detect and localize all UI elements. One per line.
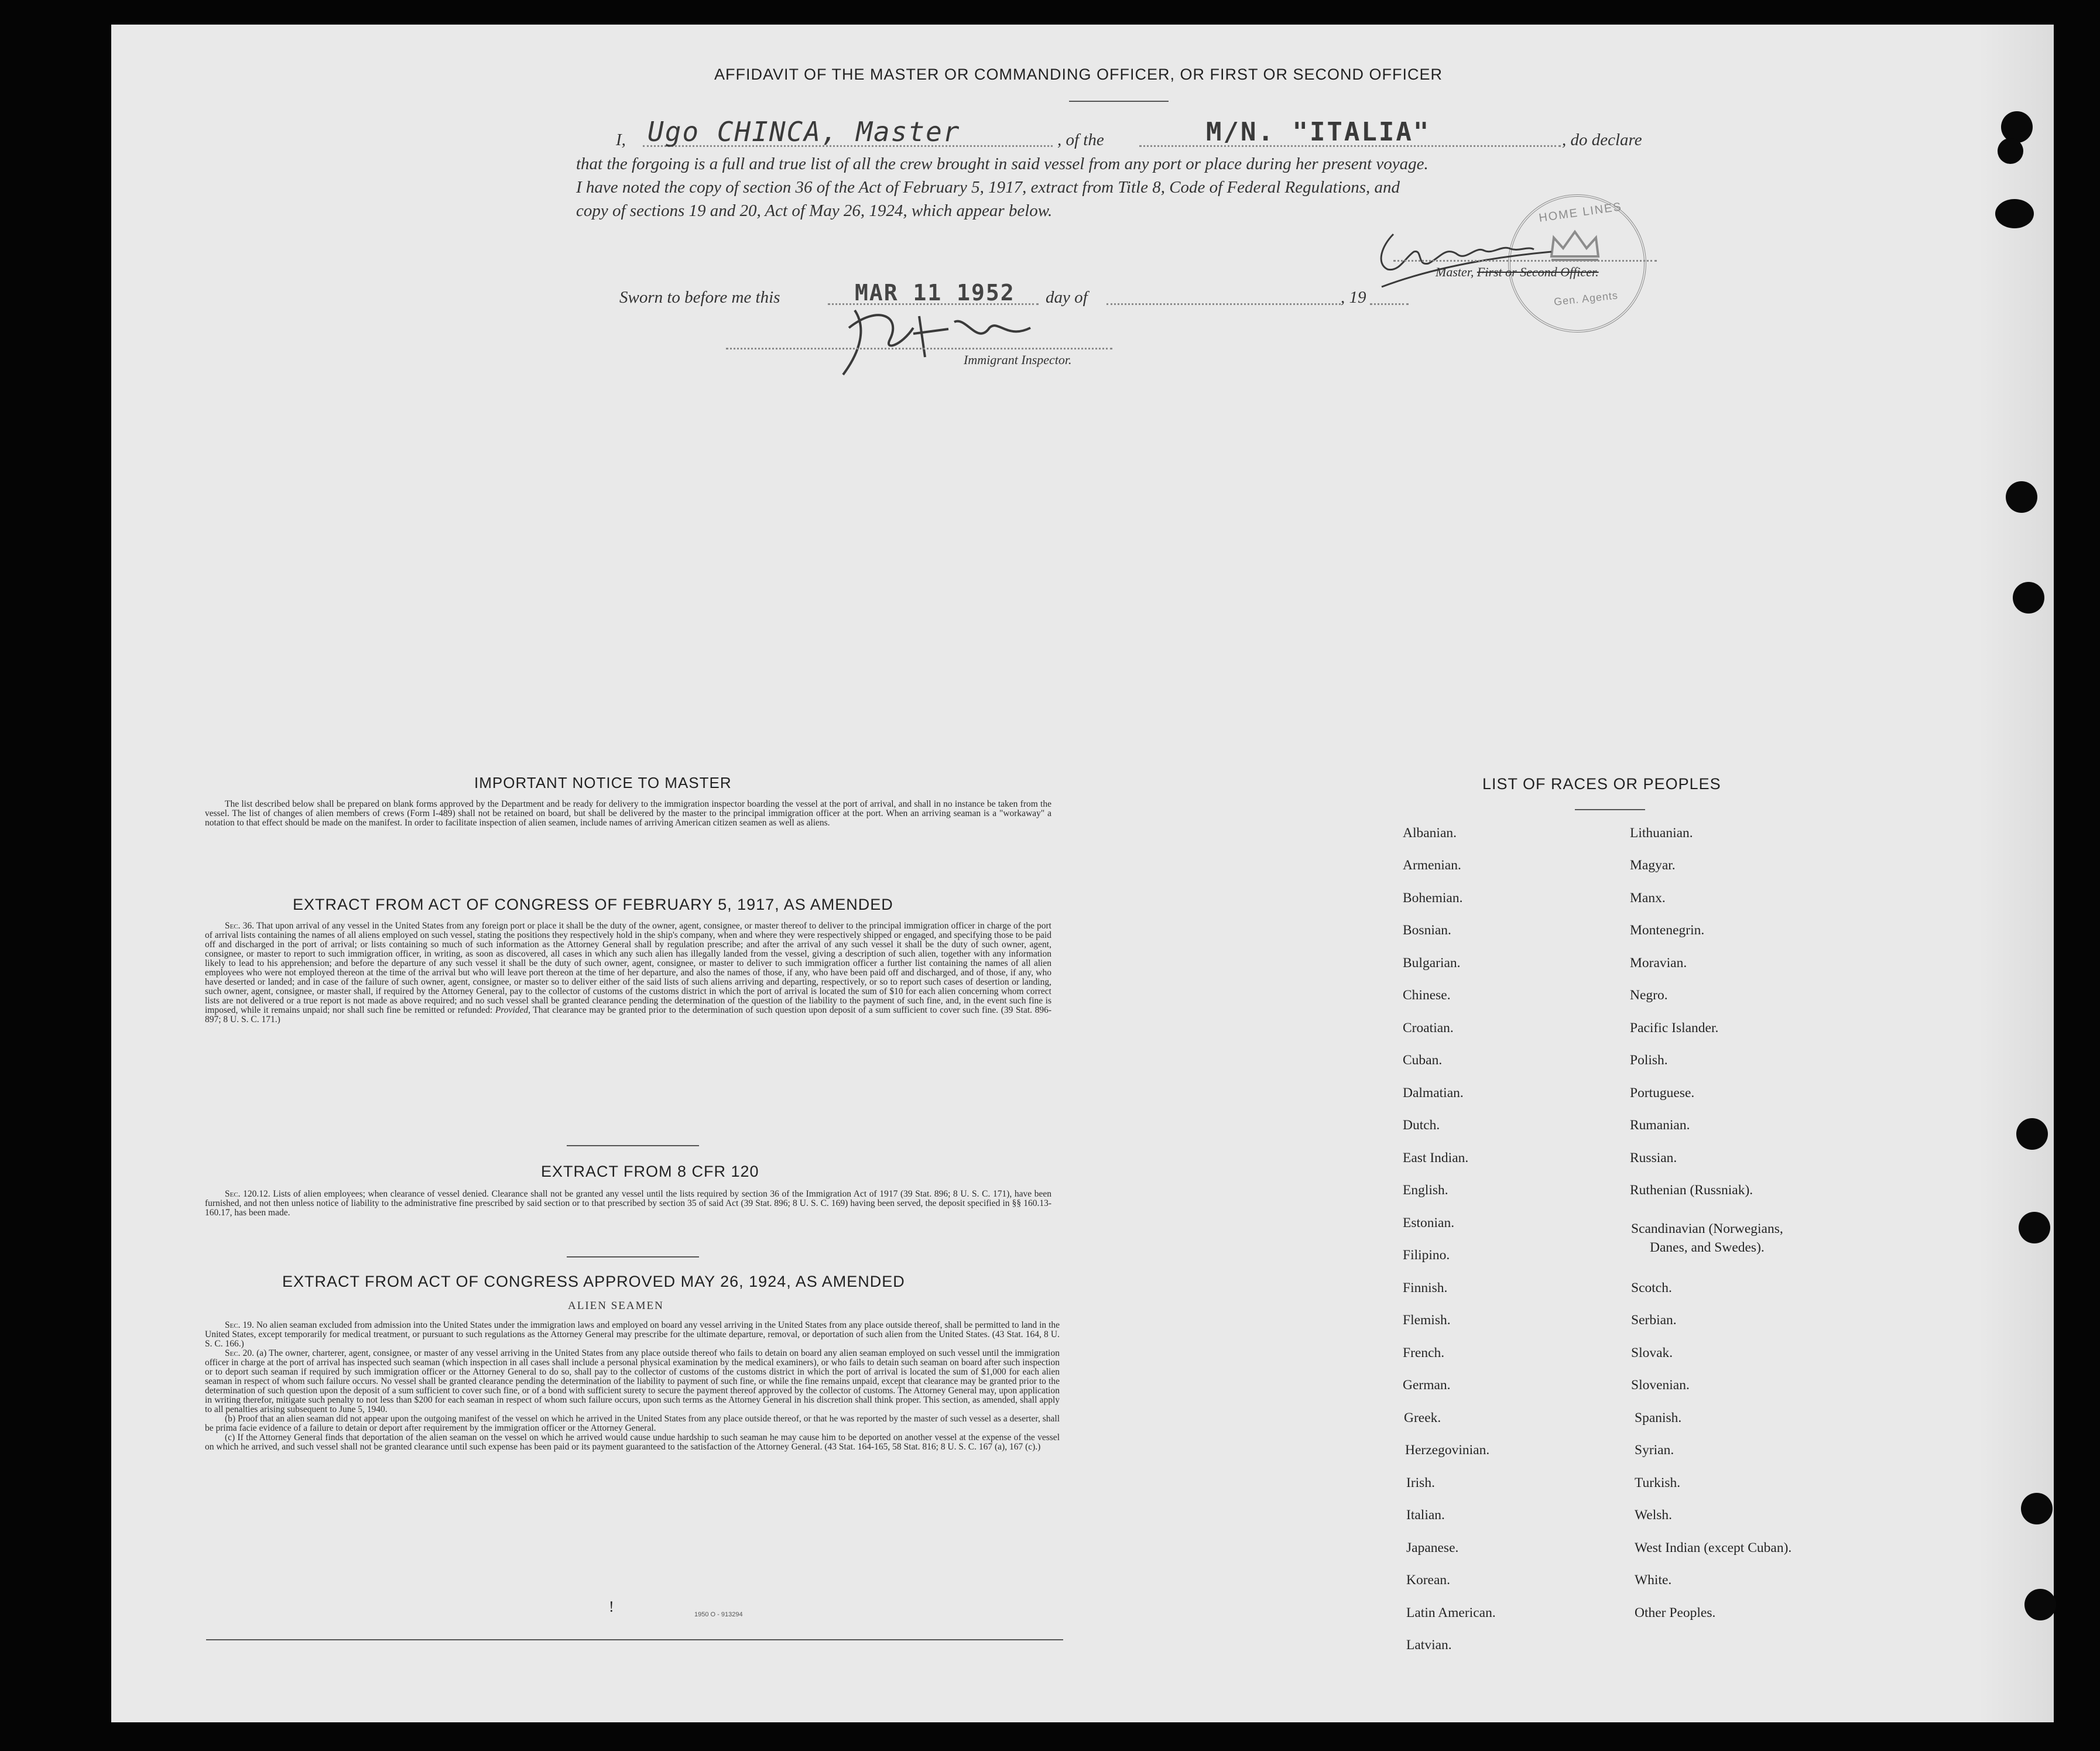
race-item: Scotch. [1631,1280,1672,1296]
proviso-text: Provided, [495,1005,530,1015]
punch-hole [2013,582,2044,614]
sworn-date-stamp: MAR 11 1952 [855,280,1015,306]
master-name-handwritten: Ugo CHINCA, Master [648,116,961,148]
race-item: Portuguese. [1630,1085,1695,1101]
notice-body [205,800,1051,828]
sec-36-text: That upon arrival of any vessel in the United States from any foreign port or place it shall be the duty of the owner, agent, consignee, or master thereof to deliver to the principal immigration officer in charge of the port of arrival lists containing the names of all aliens employed on such vessel, stating the positions they respectively hold in the ship's company, when and where they were respectively shipped or engaged, and specifying those to be paid off and discharged in the port of arrival; or lists containing so much of such information as the Attorney General shall by regulation prescribe; and after the arrival of any such vessel it shall be the duty of such owner, agent, consignee, or master to report to such immigration officer, in writing, as soon as discovered, all cases in which any such alien has illegally landed from the vessel, giving a description of such alien, together with any information likely to lead to his apprehension; and before the departure of any such vessel it shall be the duty of such owner, agent, consignee, or master to deliver to such immigration officer a further list containing the names of all alien employees who were not employed thereon at the time of the arrival but who will leave port thereon at the time of her departure, and also the names of those, if any, who have been paid off and discharged, and of those, if any, who have deserted or landed; and in case of the failure of such owner, agent, consignee, or master so to deliver either of the said lists of such aliens arriving and departing, respectively, or so to report such cases of desertion or landing, such owner, agent, consignee, or master shall, if required by the Attorney General, pay to the collector of customs of the customs district in which the port of arrival is located the sum of $10 for each alien concerning whom correct lists are not delivered or a true report is not made as above required; and no such vessel shall be granted clearance pending the determination of the question of the liability to the payment of such fine, and, in the event such fine is imposed, while it remains unpaid; nor shall such fine be remitted or refunded: [205,921,1051,1015]
title-divider [1069,101,1169,102]
punch-hole [2016,1118,2048,1150]
declaration-line-2: that the forgoing is a full and true list of all the crew brought in said vessel from any port or place during her present voyage. [576,155,1428,173]
inspector-signature-line [726,348,1112,349]
sec-20a-text: (a) The owner, charterer, agent, consignee, or master of any vessel arriving in the United States from any place outside thereof who fails to detain on board any alien seaman employed on such vessel until the immigration officer in charge at the port of arrival has inspected such seaman (which inspection in all cases shall include a personal physical examination by the medical examiners), or who fails to detain such seaman on board after such inspection or to deport such seaman if required by such immigration officer or the Attorney General to do so, shall pay to the collector of customs of the customs district in which the port of arrival is located the sum of $1,000 for each alien seaman in respect of whom such failure occurs. No vessel shall be granted clearance pending the determination of the liability to payment of such fine, or while the fine remains unpaid, except that clearance may be granted prior to the determination of such question upon the deposit of a sum sufficient to cover such fine, or of a bond with sufficient surety to secure the payment thereof approved by the collector of customs. The Attorney General may, upon application in writing therefor, mitigate such penalty to not less than $200 for each seaman in respect of whom such failure occurs, upon such terms as the Attorney General in his discretion shall think proper. This section, as amended, shall apply to all penalties arising subsequent to June 5, 1940. [205,1348,1060,1414]
race-item: Manx. [1630,890,1666,906]
sec-36-label: Sec. 36. [225,921,255,931]
race-item: Magyar. [1630,858,1676,873]
extract-1924-body [205,1321,1060,1452]
races-title: LIST OF RACES OR PEOPLES [1482,775,1721,793]
master-signature [1358,222,1557,301]
punch-hole [2006,481,2037,513]
race-item: Italian. [1406,1507,1445,1523]
sec-20b-text: (b) Proof that an alien seaman did not appear upon the outgoing manifest of the vessel on which he arrived in the United States from any place outside thereof, or that he was reported by the master of such vessel as a deserter, shall be prima facie evidence of a failure to detain or deport after requirement by the immigration officer or the Attorney General. [205,1414,1060,1433]
sworn-prefix: Sworn to before me this [619,288,780,307]
inspector-signature [831,293,1042,383]
race-item: Finnish. [1403,1280,1448,1296]
sworn-day-of: day of [1046,288,1088,307]
race-item: Spanish. [1635,1410,1682,1426]
alien-seamen-subtitle: ALIEN SEAMEN [568,1300,664,1312]
race-item: Albanian. [1403,825,1457,841]
race-item: Dalmatian. [1403,1085,1464,1101]
race-item: Polish. [1630,1053,1668,1068]
race-item: Turkish. [1635,1475,1681,1490]
race-item: Greek. [1404,1410,1441,1426]
race-item: Ruthenian (Russniak). [1630,1183,1753,1198]
bottom-rule [206,1639,1063,1640]
divider-cfr [567,1256,699,1257]
extract-cfr-body [205,1190,1051,1218]
extract-cfr-title: EXTRACT FROM 8 CFR 120 [541,1163,759,1180]
master-caption [1436,265,1599,280]
footer-mark: ! [609,1598,614,1615]
sec-120-label: Sec. 120.12. [225,1189,270,1199]
sworn-year-line [1370,303,1409,305]
race-item: Latin American. [1406,1605,1496,1620]
races-divider [1575,809,1645,810]
race-item: Welsh. [1635,1507,1673,1523]
punch-hole [1995,199,2034,228]
declaration-line-3: I have noted the copy of section 36 of the Act of February 5, 1917, extract from Title 8, Code of Federal Regulations, and [576,178,1400,197]
extract-1924-title: EXTRACT FROM ACT OF CONGRESS APPROVED MAY 26, 1924, AS AMENDED [282,1273,905,1290]
sec-20c-text: (c) If the Attorney General finds that deportation of the alien seaman on the vessel on which he arrived would cause undue hardship to such seaman he may cause him to be deported on another vessel at the expense of the vessel on which he arrived, and such vessel shall not be granted clearance until such expense has been paid or its payment guaranteed to the satisfaction of the Attorney General. (43 Stat. 164-165, 58 Stat. 816; 8 U. S. C. 167 (a), 167 (c).) [205,1433,1060,1452]
race-item: Syrian. [1635,1442,1674,1458]
affidavit-title: AFFIDAVIT OF THE MASTER OR COMMANDING OFFICER, OR FIRST OR SECOND OFFICER [714,66,1443,83]
stamp-bottom-text: Gen. Agents [1553,289,1619,308]
sec-19-text: No alien seaman excluded from admission into the United States under the immigration laws and employed on board any vessel arriving in the United States from any place outside thereof, shall be permitted to land in the United States, except temporarily for medical treatment, or pursuant to such regulations as the Attorney General may prescribe for the ultimate departure, removal, or deportation of such alien from the United States. (43 Stat. 164, 8 U. S. C. 166.) [205,1320,1060,1349]
race-item: Danes, and Swedes). [1650,1240,1765,1255]
master-signature-line [1393,260,1657,262]
race-item: Montenegrin. [1630,923,1705,938]
race-item: Dutch. [1403,1118,1440,1133]
sec-120-text: Lists of alien employees; when clearance of vessel denied. Clearance shall not be granted any vessel until the lists required by section 36 of the Immigration Act of 1917 (39 Stat. 896; 8 U. S. C. 171), have been furnished, and not then unless notice of liability to the administrative fine prescribed by said section or to that prescribed by section 35 of said Act (39 Stat. 896; 8 U. S. C. 169) having been served, the deposit specified in §§ 160.13-160.17, has been made. [205,1189,1051,1218]
sec-19-label: Sec. 19. [225,1320,254,1330]
race-item: East Indian. [1403,1150,1469,1166]
document-page [111,25,2054,1722]
affidavit-i: I, [616,131,626,149]
race-item: West Indian (except Cuban). [1635,1540,1792,1555]
race-item: Croatian. [1403,1020,1454,1036]
master-caption-label: Master, [1436,265,1474,279]
punch-hole [2024,1589,2056,1620]
race-item: Rumanian. [1630,1118,1690,1133]
sec-36-tail: That clearance may be granted prior to the determination of such question upon deposit of a sum sufficient to cover such fine. (39 Stat. 896-897; 8 U. S. C. 171.) [205,1005,1052,1024]
race-item: Chinese. [1403,988,1451,1003]
race-item: Flemish. [1403,1313,1451,1328]
race-item: English. [1403,1183,1448,1198]
race-item: Latvian. [1406,1637,1452,1653]
race-item: Slovenian. [1631,1378,1690,1393]
race-item: White. [1635,1572,1672,1588]
race-item: Filipino. [1403,1248,1450,1263]
race-item: Bohemian. [1403,890,1463,906]
race-item: Herzegovinian. [1405,1442,1490,1458]
race-item: Serbian. [1631,1313,1677,1328]
race-item: Cuban. [1403,1053,1443,1068]
punch-hole [1998,138,2023,164]
race-item: Moravian. [1630,955,1687,971]
notice-paragraph: The list described below shall be prepared on blank forms approved by the Department and be ready for delivery to the immigration inspector boarding the vessel at the port of arrival, and shall in no instance be taken from the vessel. The list of changes of alien members of crews (Form I-489) shall not be retained on board, but shall be delivered by the master to the principal immigration officer at the port. When an arriving seaman is a "workaway" a notation to that effect should be made on the manifest. In order to facilitate inspection of alien seamen, include names of arriving American citizen seamen as well as aliens. [205,799,1051,828]
of-the-label: , of the [1057,131,1104,149]
punch-hole [2001,111,2033,143]
vessel-name-handwritten: M/N. "ITALIA" [1206,117,1431,147]
extract-1917-title: EXTRACT FROM ACT OF CONGRESS OF FEBRUARY 5, 1917, AS AMENDED [293,896,893,913]
race-item: Scandinavian (Norwegians, [1631,1221,1783,1236]
race-item: Other Peoples. [1635,1605,1716,1620]
declaration-line-4: copy of sections 19 and 20, Act of May 26, 1924, which appear below. [576,201,1053,220]
divider-1917 [567,1145,699,1146]
print-code: 1950 O - 913294 [694,1611,743,1618]
punch-hole [2019,1212,2050,1243]
race-item: German. [1403,1378,1451,1393]
race-item: French. [1403,1345,1445,1361]
race-item: Pacific Islander. [1630,1020,1719,1036]
do-declare-label: , do declare [1562,131,1642,149]
race-item: Korean. [1406,1572,1451,1588]
race-item: Slovak. [1631,1345,1673,1361]
race-item: Japanese. [1406,1540,1459,1555]
sworn-year: , 19 [1341,288,1366,307]
race-item: Lithuanian. [1630,825,1693,841]
race-item: Bosnian. [1403,923,1451,938]
race-item: Irish. [1406,1475,1435,1490]
extract-1917-body [205,921,1051,1024]
sec-20-label: Sec. 20. [225,1348,255,1358]
master-caption-struck: First or Second Officer. [1476,265,1599,279]
punch-hole [2021,1493,2053,1524]
race-item: Bulgarian. [1403,955,1461,971]
notice-title: IMPORTANT NOTICE TO MASTER [474,774,732,791]
sworn-month-line [1106,303,1341,305]
race-item: Negro. [1630,988,1668,1003]
race-item: Armenian. [1403,858,1461,873]
inspector-caption: Immigrant Inspector. [964,352,1072,367]
race-item: Russian. [1630,1150,1677,1166]
stamp-top-text: HOME LINES [1538,200,1623,225]
race-item: Estonian. [1403,1215,1455,1231]
